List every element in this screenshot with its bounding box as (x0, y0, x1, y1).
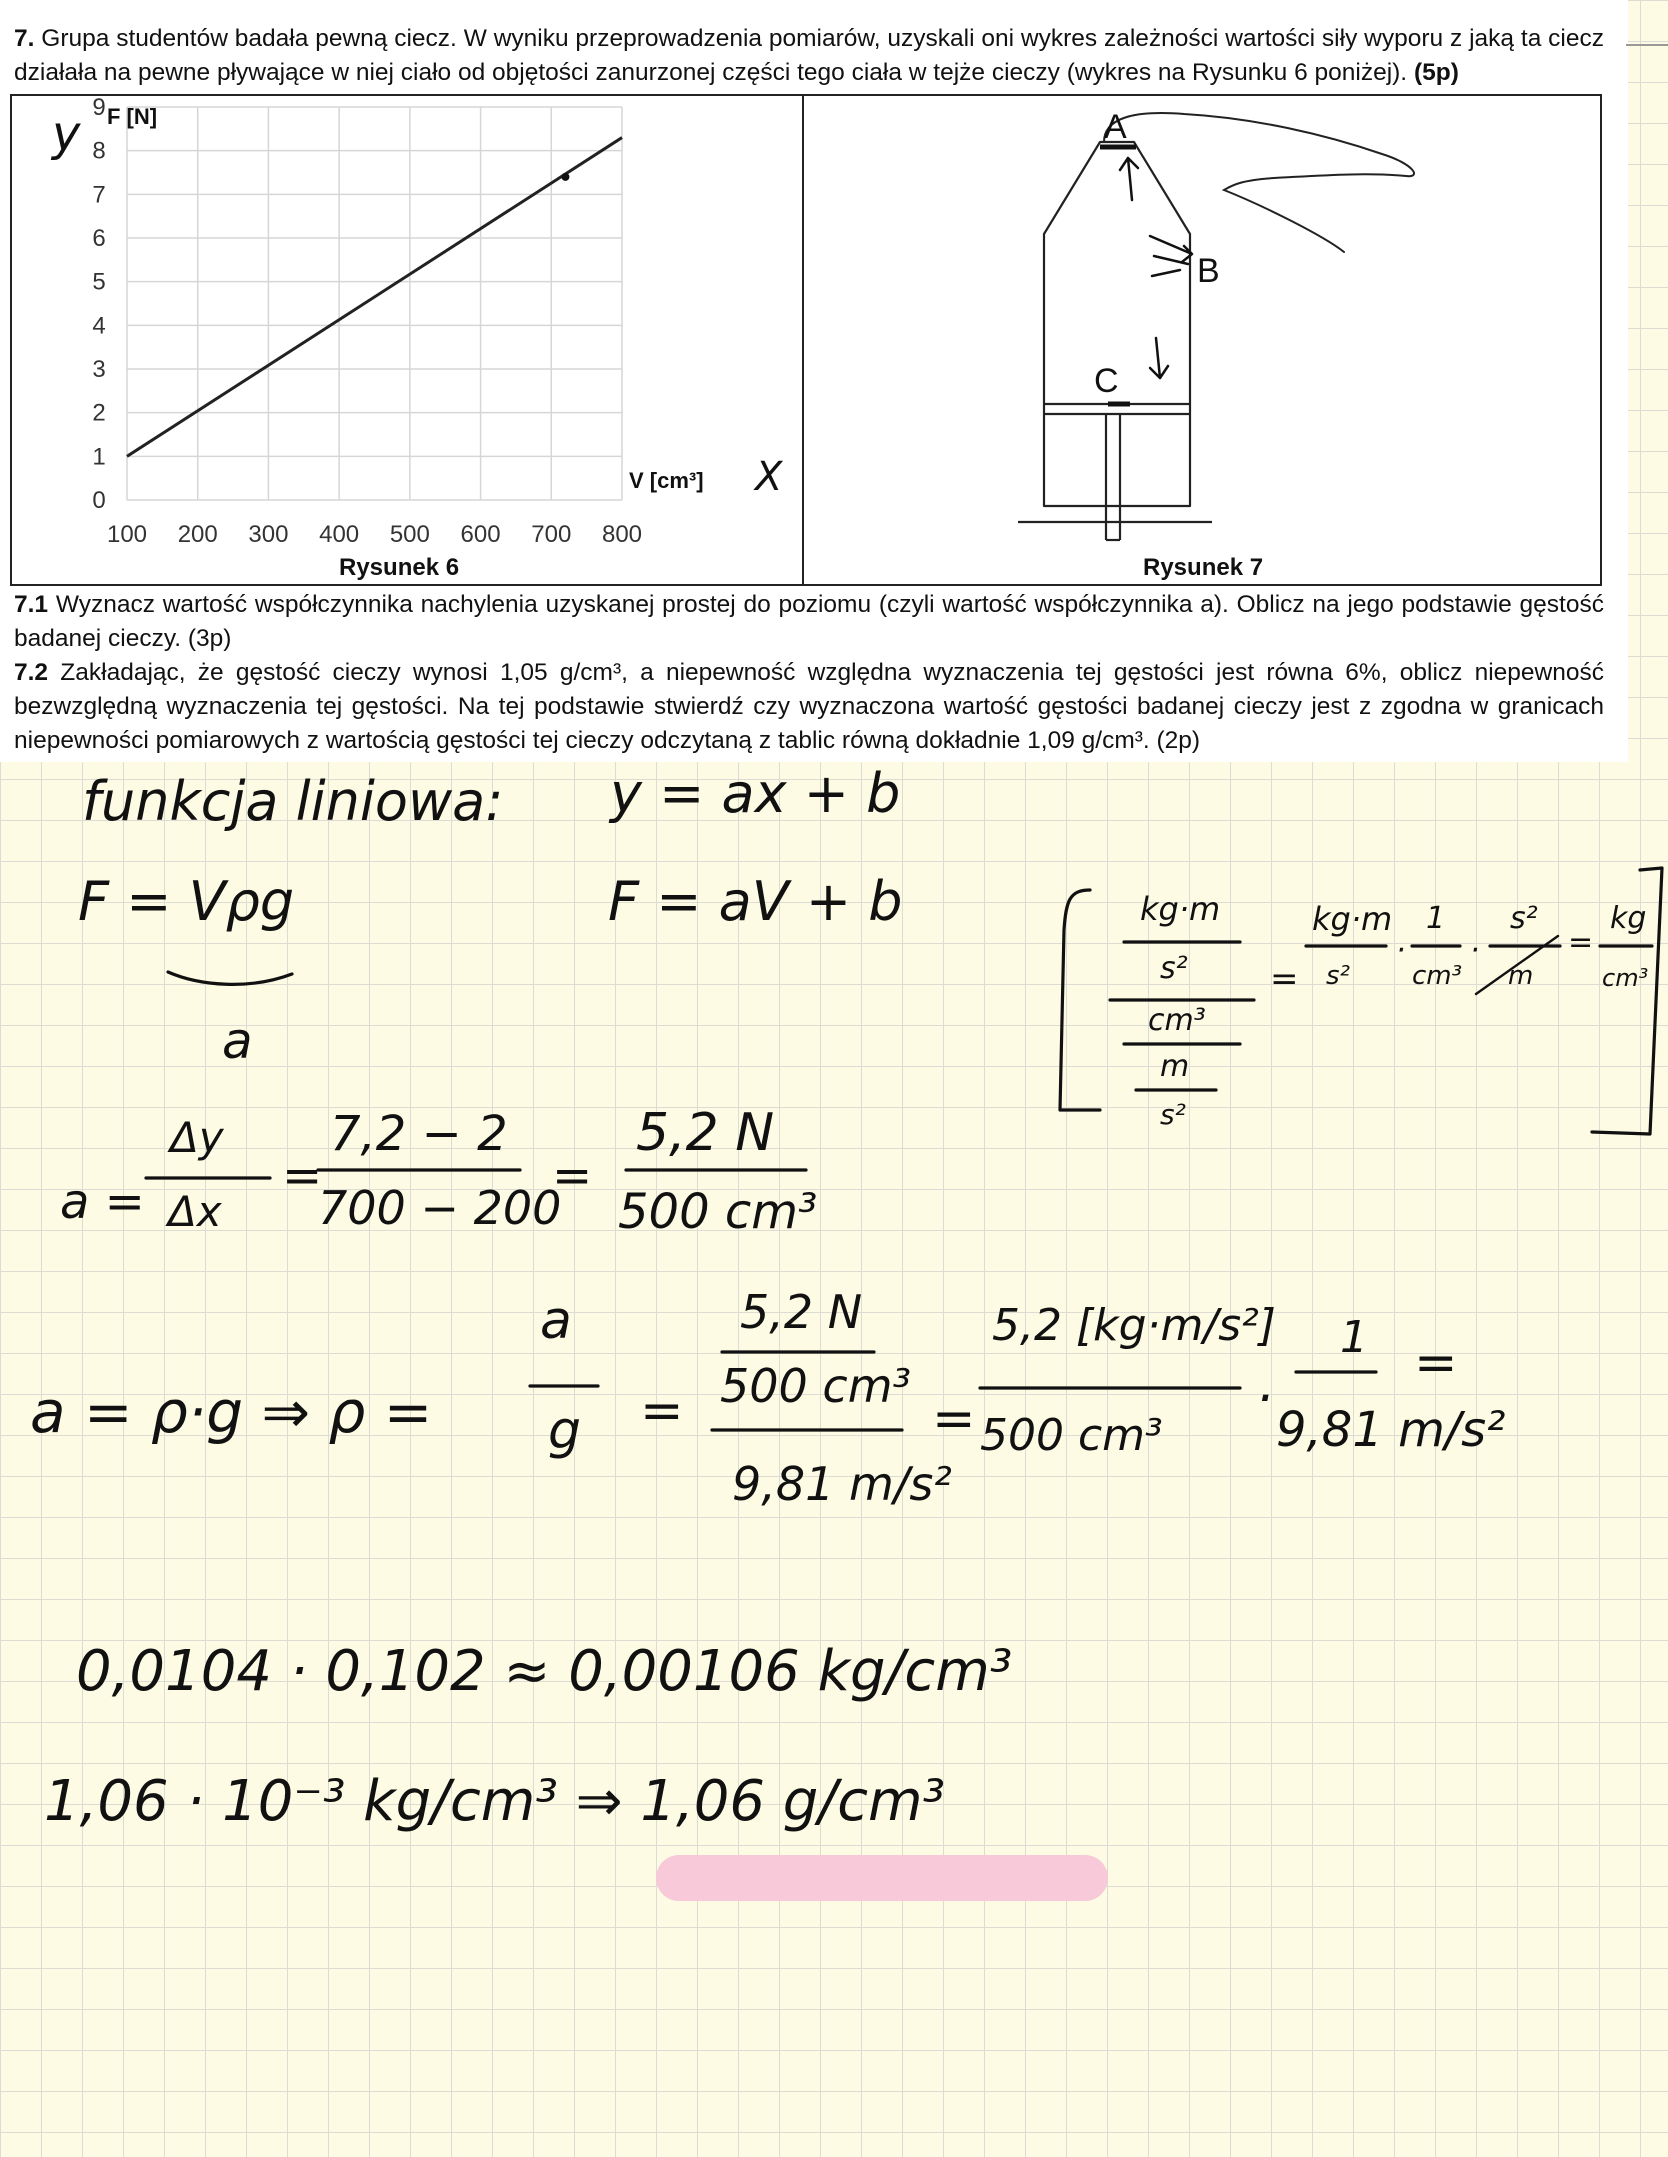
unit-eq2: = (1568, 925, 1594, 960)
unit-eq1: = (1270, 959, 1299, 999)
hw-slope-a: a = (60, 1174, 145, 1230)
x-tick-label: 300 (248, 521, 289, 548)
label-a: A (1104, 108, 1127, 146)
unit-g: s² (1326, 961, 1350, 991)
hw-frac-a: a (540, 1291, 572, 1351)
hw-line-2: F = Vρg (78, 870, 295, 933)
hw-eq1: = (282, 1148, 323, 1204)
unit-k: m (1508, 961, 1534, 991)
hw-den1: 700 − 200 (318, 1181, 562, 1235)
problem-points: (5p) (1413, 59, 1459, 86)
hw-num4: 5,2 [kg·m/s²] (992, 1300, 1276, 1351)
unit-i: cm³ (1412, 961, 1463, 991)
hw-line-2c: a (222, 1012, 253, 1070)
margin-y: y (52, 106, 81, 162)
x-tick-label: 500 (389, 521, 430, 548)
unit-bracket-left (1060, 890, 1100, 1110)
figure-6-caption: Rysunek 6 (339, 554, 460, 581)
unit-dot2: · (1470, 933, 1480, 968)
hw-dx: Δx (168, 1187, 222, 1236)
margin-x: X (755, 454, 783, 500)
hw-brace (168, 972, 292, 984)
unit-m: cm³ (1602, 964, 1649, 992)
y-tick-label: 3 (92, 356, 106, 383)
unit-e: s² (1160, 1098, 1186, 1131)
label-c: C (1094, 362, 1119, 400)
hw-line-1: funkcja liniowa: (82, 770, 504, 833)
hw-line-6: 1,06 · 10⁻³ kg/cm³ ⇒ 1,06 g/cm³ (44, 1769, 946, 1834)
hw-dot: · (1256, 1369, 1273, 1429)
hw-eq5: = (1414, 1333, 1458, 1393)
x-tick-label: 400 (319, 521, 360, 548)
problem-intro-text: Grupa studentów badała pewną ciecz. W wyniku przeprowadzenia pomiarów, uzyskali oni wykres zależności wartości siły wyporu z jaką ta ciecz działała na pewne pływające w niej ciało od objętości zanurzonej części tego ciała w tejże cieczy (wykres na Rysunku 6 poniżej). (14, 25, 1604, 86)
unit-l: kg (1610, 901, 1647, 936)
y-tick-label: 6 (92, 225, 106, 252)
y-tick-label: 2 (92, 399, 106, 427)
figure-7-caption: Rysunek 7 (1143, 554, 1264, 581)
unit-a: kg·m (1140, 890, 1221, 928)
problem-number: 7. (14, 25, 35, 52)
hw-line-5: 0,0104 · 0,102 ≈ 0,00106 kg/cm³ (76, 1639, 1013, 1704)
task-7-2-text: Zakładając, że gęstość cieczy wynosi 1,05 g/cm³, a niepewność względna wyznaczenia tej gęstości jest równa 6%, oblicz niepewność bezwzględną wyznaczenia tej gęstości. Na tej podstawie stwierdź czy wyznaczona wartość gęstości badanej cieczy jest z zgodna w granicach niepewności pomiarowych z wartością gęstości tej cieczy odczytaną z tablic równą dokładnie 1,09 g/cm³. (2p) (14, 659, 1604, 754)
unit-h: 1 (1426, 901, 1446, 936)
unit-j: s² (1510, 901, 1538, 936)
hw-den2: 500 cm³ (618, 1184, 818, 1240)
task-7-1-text: Wyznacz wartość współczynnika nachylenia uzyskanej prostej do poziomu (czyli wartość współczynnika a). Oblicz na jego podstawie gęstość badanej cieczy. (3p) (14, 591, 1604, 652)
x-tick-label: 600 (460, 521, 501, 548)
unit-b: s² (1160, 951, 1188, 986)
y-axis-label: F [N] (107, 104, 158, 129)
hw-frac-g: g (548, 1401, 582, 1461)
y-tick-label: 7 (92, 181, 106, 209)
hw-eq3: = (640, 1381, 684, 1441)
unit-d: m (1160, 1049, 1190, 1084)
hw-line-1b: y = ax + b (610, 762, 901, 825)
x-axis-label: V [cm³] (629, 468, 704, 493)
hw-den3b: 9,81 m/s² (732, 1457, 952, 1511)
x-tick-label: 200 (177, 521, 218, 548)
x-tick-label: 100 (106, 521, 148, 548)
y-tick-label: 8 (92, 137, 106, 165)
hw-g2: 9,81 m/s² (1276, 1402, 1506, 1458)
hw-num3: 5,2 N (740, 1285, 863, 1339)
unit-c: cm³ (1148, 1003, 1206, 1038)
label-b: B (1197, 252, 1220, 290)
hw-one: 1 (1340, 1312, 1368, 1363)
hw-den3: 500 cm³ (720, 1359, 911, 1413)
y-tick-label: 1 (92, 443, 106, 471)
unit-f: kg·m (1312, 900, 1393, 938)
y-tick-label: 9 (92, 96, 106, 121)
x-tick-label: 700 (531, 521, 572, 548)
hw-num1: 7,2 − 2 (330, 1106, 508, 1162)
hw-den4: 500 cm³ (980, 1410, 1163, 1461)
hw-num2: 5,2 N (636, 1103, 775, 1163)
task-7-1-number: 7.1 (14, 591, 49, 618)
hw-density-start: a = ρ·g ⇒ ρ = (30, 1378, 433, 1446)
unit-dot1: · (1396, 933, 1406, 968)
hw-eq4: = (932, 1389, 976, 1449)
y-tick-label: 0 (92, 487, 106, 514)
y-tick-label: 4 (92, 312, 106, 340)
task-7-2-number: 7.2 (14, 659, 49, 686)
hw-dy: Δy (170, 1113, 224, 1162)
hw-eq2: = (552, 1148, 593, 1204)
y-tick-label: 5 (92, 268, 106, 296)
x-tick-label: 800 (601, 521, 643, 548)
hw-line-2b: F = aV + b (608, 870, 903, 933)
